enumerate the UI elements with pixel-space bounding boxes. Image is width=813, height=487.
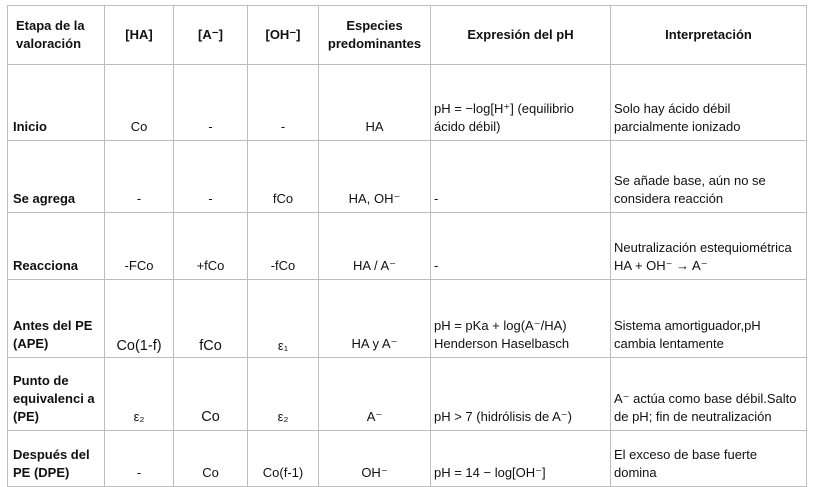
ha-cell: - xyxy=(105,431,174,487)
species-cell: HA xyxy=(319,65,431,141)
species-cell: A⁻ xyxy=(319,358,431,431)
stage-cell: Punto de equivalenci a (PE) xyxy=(8,358,105,431)
ph-expression-cell: pH > 7 (hidrólisis de A⁻) xyxy=(431,358,611,431)
header-a: [A⁻] xyxy=(174,6,248,65)
interpretation-cell: Se añade base, aún no se considera reacción xyxy=(611,141,807,213)
stage-cell: Inicio xyxy=(8,65,105,141)
header-oh: [OH⁻] xyxy=(248,6,319,65)
header-ph-expression: Expresión del pH xyxy=(431,6,611,65)
ha-cell: Co(1-f) xyxy=(105,280,174,358)
table-row xyxy=(8,65,807,141)
table-row xyxy=(8,213,807,280)
a-cell: Co xyxy=(174,358,248,431)
interpretation-cell: A⁻ actúa como base débil.Salto de pH; fin de neutralización xyxy=(611,358,807,431)
table-row xyxy=(8,280,807,358)
ph-expression-cell: - xyxy=(431,213,611,280)
titration-table xyxy=(7,5,807,487)
ha-cell: -FCo xyxy=(105,213,174,280)
a-cell: Co xyxy=(174,431,248,487)
interpretation-cell: Solo hay ácido débil parcialmente ionizado xyxy=(611,65,807,141)
ha-cell: - xyxy=(105,141,174,213)
ha-cell: Co xyxy=(105,65,174,141)
oh-cell: Co(f-1) xyxy=(248,431,319,487)
stage-cell: Se agrega xyxy=(8,141,105,213)
interpretation-cell: Neutralización estequiométrica HA + OH⁻ → A⁻ xyxy=(611,213,807,280)
table-row xyxy=(8,358,807,431)
header-stage: Etapa de la valoración xyxy=(8,6,105,65)
species-cell: HA / A⁻ xyxy=(319,213,431,280)
oh-cell: ε₂ xyxy=(248,358,319,431)
stage-cell: Reacciona xyxy=(8,213,105,280)
a-cell: - xyxy=(174,141,248,213)
ph-expression-cell: - xyxy=(431,141,611,213)
oh-cell: ε₁ xyxy=(248,280,319,358)
oh-cell: -fCo xyxy=(248,213,319,280)
a-cell: +fCo xyxy=(174,213,248,280)
a-cell: fCo xyxy=(174,280,248,358)
stage-cell: Antes del PE (APE) xyxy=(8,280,105,358)
ha-cell: ε₂ xyxy=(105,358,174,431)
ph-expression-cell: pH = pKa + log(A⁻/HA) Henderson Haselbasch xyxy=(431,280,611,358)
species-cell: HA, OH⁻ xyxy=(319,141,431,213)
table-row xyxy=(8,431,807,487)
species-cell: HA y A⁻ xyxy=(319,280,431,358)
header-interpretation: Interpretación xyxy=(611,6,807,65)
table-row xyxy=(8,141,807,213)
ph-expression-cell: pH = 14 − log[OH⁻] xyxy=(431,431,611,487)
interpretation-cell: Sistema amortiguador,pH cambia lentamente xyxy=(611,280,807,358)
header-ha: [HA] xyxy=(105,6,174,65)
oh-cell: - xyxy=(248,65,319,141)
species-cell: OH⁻ xyxy=(319,431,431,487)
oh-cell: fCo xyxy=(248,141,319,213)
header-species: Especies predominantes xyxy=(319,6,431,65)
header-row xyxy=(8,6,807,65)
ph-expression-cell: pH = −log[H⁺] (equilibrio ácido débil) xyxy=(431,65,611,141)
a-cell: - xyxy=(174,65,248,141)
stage-cell: Después del PE (DPE) xyxy=(8,431,105,487)
interpretation-cell: El exceso de base fuerte domina xyxy=(611,431,807,487)
